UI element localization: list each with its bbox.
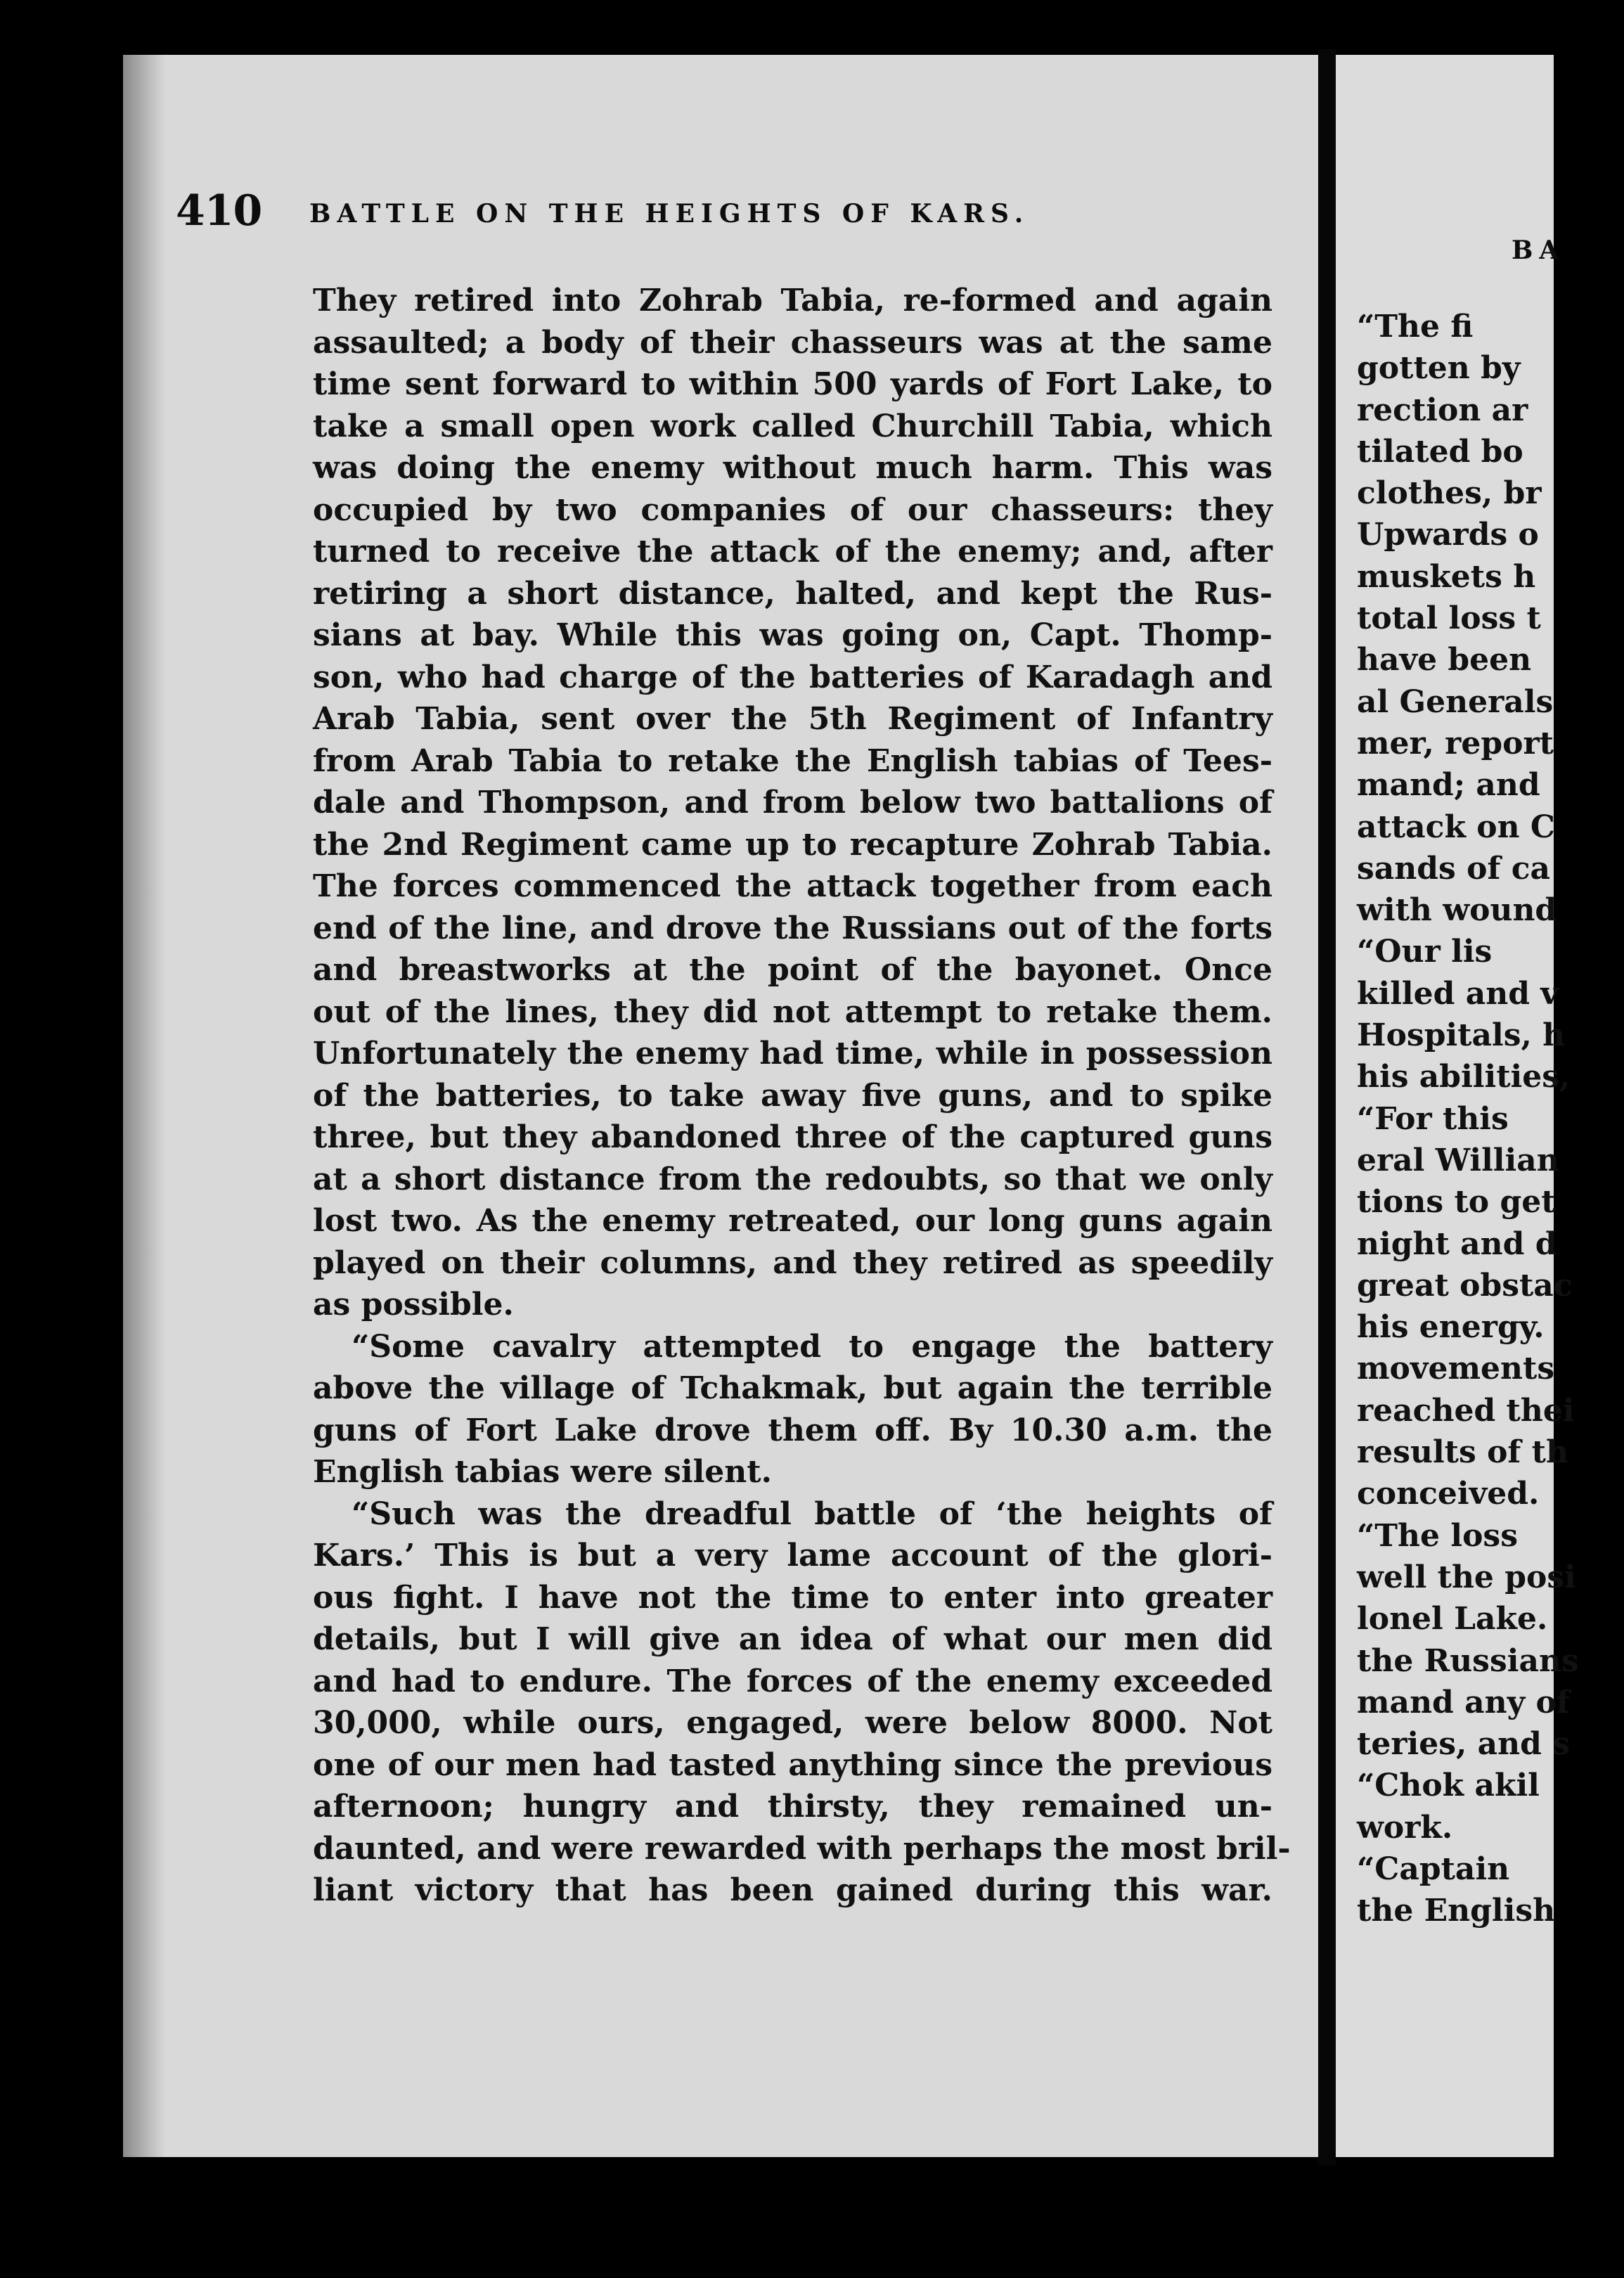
text-line: was doing the enemy without much harm. This was [313, 450, 1272, 486]
text-line: three, but they abandoned three of the captured guns [313, 1119, 1272, 1155]
text-line: dale and Thompson, and from below two battalions of [313, 785, 1272, 821]
text-line: lost two. As the enemy retreated, our long guns again [313, 1203, 1272, 1239]
text-line: “Such was the dreadful battle of ‘the heights of [352, 1495, 1272, 1532]
right-text-line: Hospitals, h [1357, 1017, 1566, 1054]
text-line: and had to endure. The forces of the enemy exceeded [313, 1663, 1272, 1699]
right-text-line: work. [1357, 1809, 1453, 1846]
text-line: liant victory that has been gained during this war. [313, 1872, 1272, 1908]
right-text-line: the English [1357, 1893, 1556, 1929]
right-text-line: killed and v [1357, 975, 1559, 1012]
text-line: and breastworks at the point of the bayonet. Once [313, 952, 1272, 988]
right-text-line: movements [1357, 1351, 1555, 1387]
text-line: at a short distance from the redoubts, so that we only [313, 1161, 1272, 1197]
right-text-line: the Russians [1357, 1642, 1579, 1679]
text-line: time sent forward to within 500 yards of Fort Lake, to [313, 366, 1272, 402]
right-text-line: great obstac [1357, 1267, 1573, 1304]
text-line: take a small open work called Churchill Tabia, which [313, 408, 1272, 444]
right-text-line: “Chok akil [1357, 1768, 1540, 1804]
text-line: afternoon; hungry and thirsty, they remained un- [313, 1789, 1272, 1825]
right-text-line: “Captain [1357, 1851, 1510, 1887]
text-line: above the village of Tchakmak, but again the terrible [313, 1370, 1272, 1406]
right-text-line: “For this [1357, 1100, 1509, 1137]
right-text-line: well the posi [1357, 1559, 1576, 1595]
right-text-line: muskets h [1357, 558, 1536, 595]
right-text-line: clothes, br [1357, 475, 1542, 512]
right-text-line: mer, report [1357, 725, 1554, 761]
text-line: sians at bay. While this was going on, Capt. Thomp- [313, 617, 1272, 653]
page-number: 410 [176, 186, 262, 236]
right-text-line: with wound [1357, 892, 1557, 929]
text-line: They retired into Zohrab Tabia, re-formed and again [313, 283, 1272, 318]
right-text-line: eral Willian [1357, 1142, 1559, 1178]
right-page-running-head: BA [1512, 236, 1566, 265]
text-line: the 2nd Regiment came up to recapture Zohrab Tabia. [313, 826, 1272, 863]
text-line: guns of Fort Lake drove them off. By 10.30 a.m. the [313, 1412, 1272, 1448]
right-text-line: attack on C [1357, 809, 1555, 845]
right-text-line: “The fi [1357, 309, 1474, 345]
text-line: from Arab Tabia to retake the English tabias of Tees- [313, 742, 1272, 779]
right-text-line: reached thei [1357, 1392, 1575, 1429]
right-text-line: his abilities, [1357, 1059, 1571, 1095]
text-line: “Some cavalry attempted to engage the battery [352, 1328, 1272, 1365]
text-line: English tabias were silent. [313, 1454, 772, 1490]
right-text-line: al Generals [1357, 683, 1554, 720]
right-text-line: sands of ca [1357, 850, 1551, 887]
text-line: retiring a short distance, halted, and kept the Rus- [313, 575, 1272, 612]
right-text-line: gotten by [1357, 350, 1521, 387]
running-head [176, 158, 1265, 243]
text-line: daunted, and were rewarded with perhaps the most bril- [313, 1830, 1291, 1867]
right-text-line: have been [1357, 642, 1532, 678]
text-line: turned to receive the attack of the enemy; and, after [313, 534, 1272, 570]
text-line: assaulted; a body of their chasseurs was at the same [313, 324, 1272, 361]
text-line: of the batteries, to take away five guns, and to spike [313, 1077, 1272, 1114]
right-text-line: mand; and [1357, 767, 1540, 804]
right-text-line: tilated bo [1357, 433, 1523, 470]
text-line: end of the line, and drove the Russians out of the forts [313, 910, 1272, 946]
text-line: ous fight. I have not the time to enter into greater [313, 1579, 1272, 1616]
right-text-line: his energy. [1357, 1309, 1545, 1346]
right-text-line: total loss t [1357, 600, 1541, 637]
text-line: son, who had charge of the batteries of Karadagh and [313, 659, 1272, 695]
right-text-line: “Our lis [1357, 934, 1493, 970]
right-text-line: conceived. [1357, 1476, 1540, 1512]
right-page-body-text [1357, 306, 1624, 1932]
text-line: one of our men had tasted anything since the previous [313, 1746, 1272, 1783]
right-text-line: rection ar [1357, 392, 1528, 428]
running-head-title: BATTLE ON THE HEIGHTS OF KARS. [309, 199, 1030, 229]
text-line: Arab Tabia, sent over the 5th Regiment of Infantry [313, 701, 1272, 737]
book-gutter [1318, 49, 1336, 2166]
right-text-line: “The loss [1357, 1517, 1518, 1554]
right-text-line: tions to get [1357, 1184, 1556, 1221]
right-text-line: results of th [1357, 1434, 1568, 1471]
text-line: The forces commenced the attack together from each [313, 868, 1272, 904]
text-line: played on their columns, and they retired as speedily [313, 1244, 1272, 1281]
page-body-text [313, 280, 1291, 1912]
right-text-line: teries, and s [1357, 1726, 1570, 1763]
text-line: occupied by two companies of our chasseurs: they [313, 491, 1272, 528]
text-line: details, but I will give an idea of what our men did [313, 1621, 1272, 1657]
text-line: Kars.’ This is but a very lame account of the glori- [313, 1538, 1272, 1574]
text-line: Unfortunately the enemy had time, while in possession [313, 1036, 1272, 1072]
text-line: 30,000, while ours, engaged, were below 8000. Not [313, 1705, 1272, 1741]
text-line: out of the lines, they did not attempt to retake them. [313, 993, 1272, 1030]
text-line: as possible. [313, 1287, 514, 1323]
right-text-line: mand any of [1357, 1684, 1570, 1720]
right-text-line: Upwards o [1357, 517, 1539, 553]
right-text-line: night and d [1357, 1225, 1557, 1262]
right-text-line: lonel Lake. [1357, 1601, 1548, 1637]
